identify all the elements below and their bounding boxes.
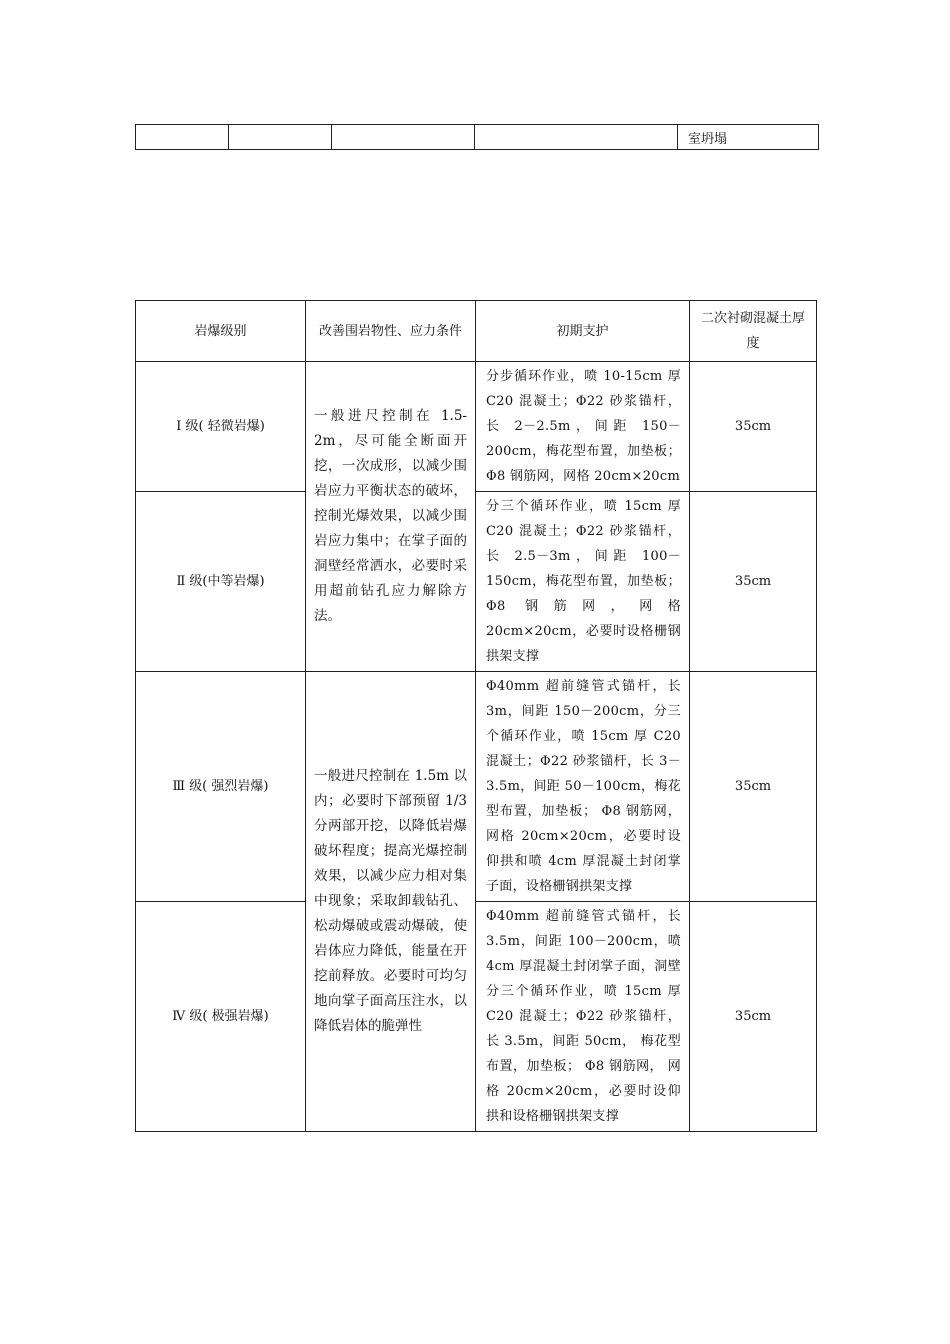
rockburst-support-table [135, 300, 817, 1132]
support-cell: Φ40mm 超前缝管式锚杆，长 3m，间距 150－200cm，分三个循环作业，喷 15cm 厚 C20 混凝土；Φ22 砂浆锚杆，长 3－3.5m，间距 50－100cm，梅花型布置，加垫板； Φ8 钢筋网， 网格 20cm×20cm，必要时设仰拱和喷 4cm 厚混凝土封闭掌子面，设格栅钢拱架支撑 [476, 672, 690, 902]
continued-table-fragment [135, 124, 819, 150]
table-row [136, 125, 819, 150]
table-row [136, 902, 817, 1132]
header-level: 岩爆级别 [136, 301, 306, 362]
header-thickness: 二次衬砌混凝土厚度 [690, 301, 817, 362]
table-cell [475, 125, 678, 150]
table-cell [136, 125, 229, 150]
thickness-cell: 35cm [690, 362, 817, 492]
table-header-row [136, 301, 817, 362]
level-cell: Ⅰ 级( 轻微岩爆) [136, 362, 306, 492]
conditions-cell: 一般进尺控制在 1.5-2m，尽可能全断面开挖，一次成形，以减少围岩应力平衡状态的破坏，控制光爆效果，以减少围岩应力集中；在掌子面的洞壁经常洒水，必要时采用超前钻孔应力解除方法。 [306, 362, 476, 672]
thickness-cell: 35cm [690, 672, 817, 902]
level-cell: Ⅳ 级( 极强岩爆) [136, 902, 306, 1132]
header-conditions: 改善围岩物性、应力条件 [306, 301, 476, 362]
table-cell [332, 125, 475, 150]
table-row [136, 492, 817, 672]
thickness-cell: 35cm [690, 902, 817, 1132]
table-row [136, 362, 817, 492]
table-cell: 室坍塌 [678, 125, 819, 150]
support-cell: 分步循环作业，喷 10-15cm 厚 C20 混凝土；Φ22 砂浆锚杆，长 2－2.5m，间距 150－200cm，梅花型布置，加垫板；Φ8 钢筋网，网格 20cm×20cm [476, 362, 690, 492]
table-row [136, 672, 817, 902]
level-cell: Ⅲ 级( 强烈岩爆) [136, 672, 306, 902]
conditions-cell: 一般进尺控制在 1.5m 以内；必要时下部预留 1/3 分两部开挖，以降低岩爆破坏程度；提高光爆控制效果，以减少应力相对集中现象；采取卸载钻孔、松动爆破或震动爆破，使岩体应力降低，能量在开挖前释放。必要时可均匀地向掌子面高压注水，以降低岩体的脆弹性 [306, 672, 476, 1132]
header-support: 初期支护 [476, 301, 690, 362]
thickness-cell: 35cm [690, 492, 817, 672]
support-cell: 分三个循环作业，喷 15cm 厚 C20 混凝土；Φ22 砂浆锚杆，长 2.5－3m，间距 100－150cm，梅花型布置，加垫板； Φ8 钢筋网，网格 20cm×20cm，必要时设格栅钢拱架支撑 [476, 492, 690, 672]
level-cell: Ⅱ 级(中等岩爆) [136, 492, 306, 672]
table-cell [229, 125, 332, 150]
support-cell: Φ40mm 超前缝管式锚杆，长 3.5m，间距 100－200cm，喷 4cm 厚混凝土封闭掌子面，洞壁分三个循环作业，喷 15cm 厚 C20 混凝土；Φ22 砂浆锚杆，长 3.5m，间距 50cm， 梅花型布置，加垫板； Φ8 钢筋网， 网格 20cm×20cm，必要时设仰拱和设格栅钢拱架支撑 [476, 902, 690, 1132]
